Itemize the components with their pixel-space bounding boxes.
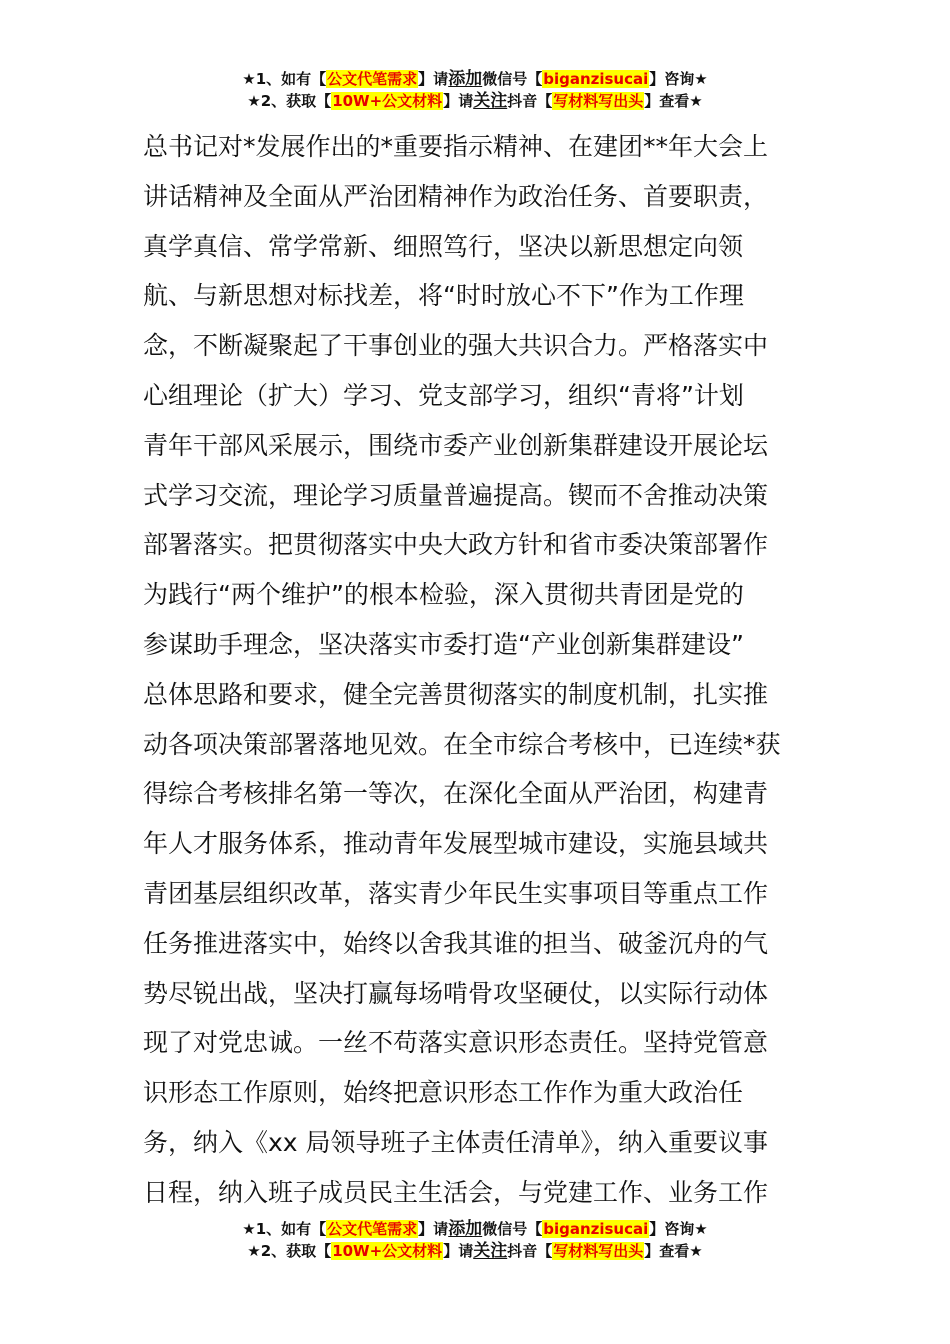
emphasis-text: 关注 — [473, 1241, 508, 1261]
emphasis-text: 关注 — [473, 91, 508, 111]
body-line: 参谋助手理念，坚决落实市委打造“产业创新集群建设” — [143, 629, 744, 659]
promo-line-1 — [0, 1218, 950, 1240]
promo-text: 】咨询 — [649, 70, 695, 88]
star-icon: ★ — [694, 70, 708, 88]
promo-text: 抖音【 — [507, 92, 553, 110]
highlight-wechat-id: biganzisucai — [543, 70, 649, 88]
body-line: 青团基层组织改革，落实青少年民生实事项目等重点工作 — [143, 878, 769, 908]
body-line: 得综合考核排名第一等次，在深化全面从严治团，构建青 — [143, 779, 769, 809]
promo-line-2 — [0, 1240, 950, 1262]
highlight-wechat-id: biganzisucai — [543, 1220, 649, 1238]
highlight-service: 公文代笔需求 — [327, 70, 418, 88]
body-line: 航、与新思想对标找差，将“时时放心不下”作为工作理 — [143, 281, 744, 311]
star-icon: ★ — [242, 70, 256, 88]
promo-text: 】请 — [443, 92, 474, 110]
promo-text: 1、如有【 — [255, 1220, 327, 1238]
star-icon: ★ — [242, 1220, 256, 1238]
body-line: 年人才服务体系，推动青年发展型城市建设，实施县域共 — [143, 829, 769, 859]
body-line: 为践行“两个维护”的根本检验，深入贯彻共青团是党的 — [143, 580, 744, 610]
star-icon: ★ — [694, 1220, 708, 1238]
promo-line-2 — [0, 90, 950, 112]
promo-line-1 — [0, 68, 950, 90]
promo-text: 2、获取【 — [260, 1242, 332, 1260]
promo-text: 】请 — [418, 70, 449, 88]
body-line: 识形态工作原则，始终把意识形态工作作为重大政治任 — [143, 1078, 744, 1108]
star-icon: ★ — [247, 92, 261, 110]
promo-text: 】请 — [443, 1242, 474, 1260]
body-line: 青年干部风采展示，围绕市委产业创新集群建设开展论坛 — [143, 430, 769, 460]
star-icon: ★ — [689, 92, 703, 110]
promo-text: 】查看 — [644, 1242, 690, 1260]
promo-text: 】请 — [418, 1220, 449, 1238]
promo-text: 】咨询 — [649, 1220, 695, 1238]
body-line: 务，纳入《xx 局领导班子主体责任清单》，纳入重要议事 — [143, 1127, 769, 1157]
emphasis-text: 添加 — [448, 1219, 483, 1239]
highlight-materials: 10W+公文材料 — [332, 92, 443, 110]
emphasis-text: 添加 — [448, 69, 483, 89]
promo-header — [0, 68, 950, 112]
body-line: 总书记对*发展作出的*重要指示精神、在建团**年大会上 — [143, 132, 769, 161]
body-line: 日程，纳入班子成员民主生活会，与党建工作、业务工作 — [143, 1177, 769, 1207]
star-icon: ★ — [689, 1242, 703, 1260]
body-line: 总体思路和要求，健全完善贯彻落实的制度机制，扎实推 — [143, 679, 769, 709]
highlight-service: 公文代笔需求 — [327, 1220, 418, 1238]
document-body — [143, 122, 823, 1218]
promo-text: 抖音【 — [507, 1242, 553, 1260]
body-line: 真学真信、常学常新、细照笃行，坚决以新思想定向领 — [143, 231, 744, 261]
promo-text: 】查看 — [644, 92, 690, 110]
body-line: 现了对党忠诚。一丝不苟落实意识形态责任。坚持党管意 — [143, 1028, 769, 1058]
promo-text: 2、获取【 — [260, 92, 332, 110]
body-line: 任务推进落实中，始终以舍我其谁的担当、破釜沉舟的气 — [143, 928, 769, 958]
promo-text: 微信号【 — [482, 70, 543, 88]
highlight-douyin-account: 写材料写出头 — [553, 1242, 644, 1260]
body-line: 势尽锐出战，坚决打赢每场啃骨攻坚硬仗，以实际行动体 — [143, 978, 769, 1008]
promo-text: 微信号【 — [482, 1220, 543, 1238]
body-line: 心组理论（扩大）学习、党支部学习，组织“青将”计划 — [143, 380, 744, 410]
body-line: 讲话精神及全面从严治团精神作为政治任务、首要职责， — [143, 181, 769, 211]
body-line: 部署落实。把贯彻落实中央大政方针和省市委决策部署作 — [143, 530, 769, 560]
promo-text: 1、如有【 — [255, 70, 327, 88]
star-icon: ★ — [247, 1242, 261, 1260]
promo-footer — [0, 1218, 950, 1262]
highlight-materials: 10W+公文材料 — [332, 1242, 443, 1260]
body-line: 动各项决策部署落地见效。在全市综合考核中，已连续*获 — [143, 729, 781, 759]
body-line: 念，不断凝聚起了干事创业的强大共识合力。严格落实中 — [143, 331, 769, 361]
highlight-douyin-account: 写材料写出头 — [553, 92, 644, 110]
body-line: 式学习交流，理论学习质量普遍提高。锲而不舍推动决策 — [143, 480, 769, 510]
